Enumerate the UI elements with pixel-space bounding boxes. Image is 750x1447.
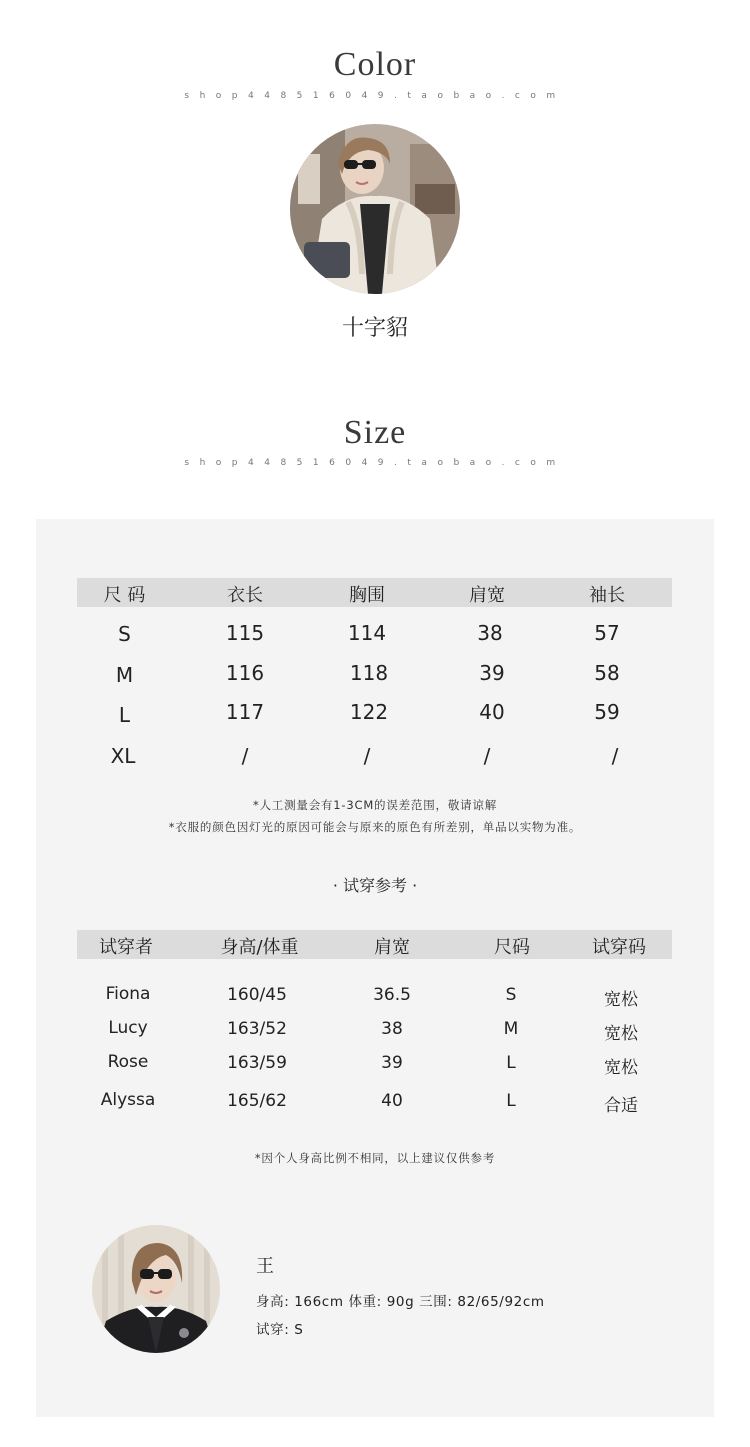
table-cell: 38 [381, 1019, 403, 1039]
size-table [77, 578, 672, 778]
size-header-shoulder: 肩宽 [469, 585, 505, 606]
table-cell: Lucy [108, 1018, 148, 1038]
try-on-header-tester: 试穿者 [99, 937, 153, 958]
try-on-table [77, 930, 672, 1120]
table-cell: 160/45 [227, 985, 287, 1005]
table-cell: 38 [477, 621, 503, 645]
table-cell: 114 [347, 621, 387, 645]
table-cell: Rose [107, 1052, 149, 1072]
product-photo-illustration [290, 124, 460, 294]
table-cell: S [505, 985, 517, 1005]
color-option-name: 十字貂 [341, 316, 408, 341]
table-cell: 165/62 [227, 1091, 287, 1111]
measurement-note: *人工测量会有1-3CM的误差范围，敬请谅解 [252, 798, 498, 812]
table-cell: 宽松 [604, 990, 638, 1010]
try-on-header-fit: 试穿码 [592, 937, 646, 958]
table-cell: S [118, 622, 131, 646]
table-cell: 115 [225, 621, 265, 645]
size-header-length: 衣长 [227, 585, 263, 606]
table-cell: 40 [381, 1091, 403, 1111]
model-photo-illustration [92, 1225, 220, 1353]
size-header-sleeve: 袖长 [589, 585, 625, 606]
table-cell: 57 [594, 621, 620, 645]
table-cell: / [363, 744, 371, 768]
try-on-note: *因个人身高比例不相同，以上建议仅供参考 [254, 1151, 496, 1165]
size-header-chest: 胸围 [349, 585, 385, 606]
table-cell: 58 [594, 661, 620, 685]
table-cell: / [483, 744, 491, 768]
table-cell: 39 [381, 1053, 403, 1073]
table-cell: 116 [225, 661, 265, 685]
model-name: 王 [256, 1256, 274, 1277]
table-cell: 59 [594, 700, 620, 724]
table-cell: / [241, 744, 249, 768]
model-photo [92, 1225, 220, 1353]
table-cell: L [506, 1053, 516, 1073]
table-cell: 宽松 [604, 1058, 638, 1078]
shop-url-size: shop448516049.taobao.com [184, 458, 566, 468]
table-cell: 118 [349, 661, 389, 685]
table-cell: 163/52 [227, 1019, 287, 1039]
model-measurements: 身高: 166cm 体重: 90g 三围: 82/65/92cm [256, 1294, 545, 1310]
size-header-size: 尺 码 [103, 585, 146, 606]
table-cell: L [506, 1091, 516, 1111]
model-tried-size: 试穿: S [256, 1322, 304, 1338]
table-cell: 117 [225, 700, 265, 724]
size-title: Size [343, 414, 407, 451]
table-cell: L [118, 703, 131, 727]
table-cell: Fiona [105, 984, 151, 1004]
table-cell: 163/59 [227, 1053, 287, 1073]
table-cell: M [115, 663, 134, 687]
table-cell: Alyssa [100, 1090, 156, 1110]
product-photo-cross-mink [290, 124, 460, 294]
table-cell: 合适 [604, 1096, 638, 1116]
try-on-header-size: 尺码 [494, 937, 530, 958]
table-cell: 122 [349, 700, 389, 724]
color-title: Color [333, 46, 417, 83]
table-cell: M [503, 1019, 519, 1039]
try-on-header-shoulder: 肩宽 [374, 937, 410, 958]
color-note: *衣服的颜色因灯光的原因可能会与原来的原色有所差别，单品以实物为准。 [168, 820, 582, 834]
table-cell: 40 [479, 700, 505, 724]
table-cell: 39 [479, 661, 505, 685]
table-cell: / [611, 744, 619, 768]
try-on-header-height-weight: 身高/体重 [220, 937, 299, 958]
shop-url-color: shop448516049.taobao.com [184, 91, 566, 101]
table-cell: 宽松 [604, 1024, 638, 1044]
try-on-heading: · 试穿参考 · [332, 876, 418, 895]
table-cell: XL [110, 744, 136, 768]
table-cell: 36.5 [373, 985, 411, 1005]
